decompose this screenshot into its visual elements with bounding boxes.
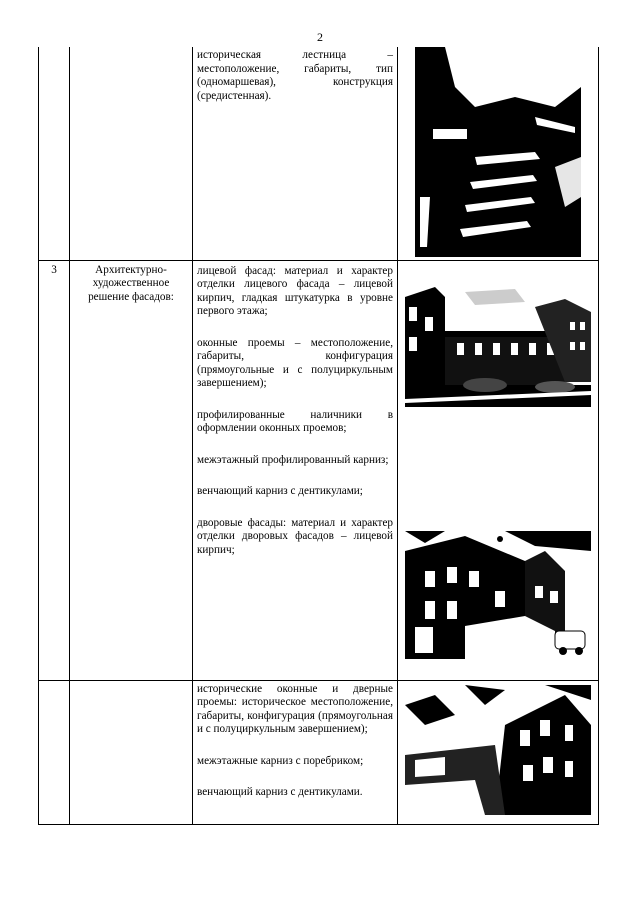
description-paragraph: оконные проемы – местоположение, габариты, конфигурация (прямоугольные и с полуциркульным завершением); (197, 336, 393, 389)
description-paragraph: венчающий карниз с дентикулами. (197, 786, 363, 798)
main-facade-photo (405, 287, 591, 407)
description-paragraph: венчающий карниз с дентикулами; (197, 485, 363, 497)
row-number: 3 (51, 263, 57, 276)
row-title-cell (70, 47, 193, 260)
description-paragraph: исторические оконные и дверные проемы: историческое местоположение, габариты, конфигурация (прямоугольная и с полуциркульным завершением); (197, 682, 393, 735)
page-number: 2 (317, 30, 323, 44)
row-description-cell (193, 260, 398, 680)
description-paragraph: дворовые фасады: материал и характер отделки дворовых фасадов – лицевой кирпич; (197, 516, 393, 556)
row-number-cell (39, 680, 70, 824)
row-title: Архитектурно-художественное решение фасадов: (88, 263, 174, 303)
row-title-cell (70, 680, 193, 824)
courtyard-facade-photo (405, 531, 591, 659)
table-row (39, 47, 599, 260)
description-paragraph: историческая лестница – местоположение, габариты, тип (одномаршевая), конструкция (средистенная). (197, 49, 393, 102)
staircase-photo (415, 47, 581, 257)
protected-features-table (38, 47, 599, 825)
table-row (39, 260, 599, 680)
description-paragraph: межэтажный профилированный карниз; (197, 453, 389, 466)
row-photo-cell (398, 680, 599, 824)
description-paragraph: межэтажные карниз с поребриком; (197, 754, 364, 767)
courtyard-corner-photo (405, 685, 591, 815)
row-title-cell (70, 260, 193, 680)
description-paragraph: лицевой фасад: материал и характер отделки лицевого фасада – лицевой кирпич, гладкая штукатурка в уровне первого этажа; (197, 264, 393, 317)
row-description-cell (193, 47, 398, 260)
row-photo-cell (398, 260, 599, 680)
description-paragraph: профилированные наличники в оформлении оконных проемов; (197, 408, 393, 434)
row-photo-cell (398, 47, 599, 260)
table-row (39, 680, 599, 824)
row-description-cell (193, 680, 398, 824)
row-number-cell (39, 260, 70, 680)
row-number-cell (39, 47, 70, 260)
